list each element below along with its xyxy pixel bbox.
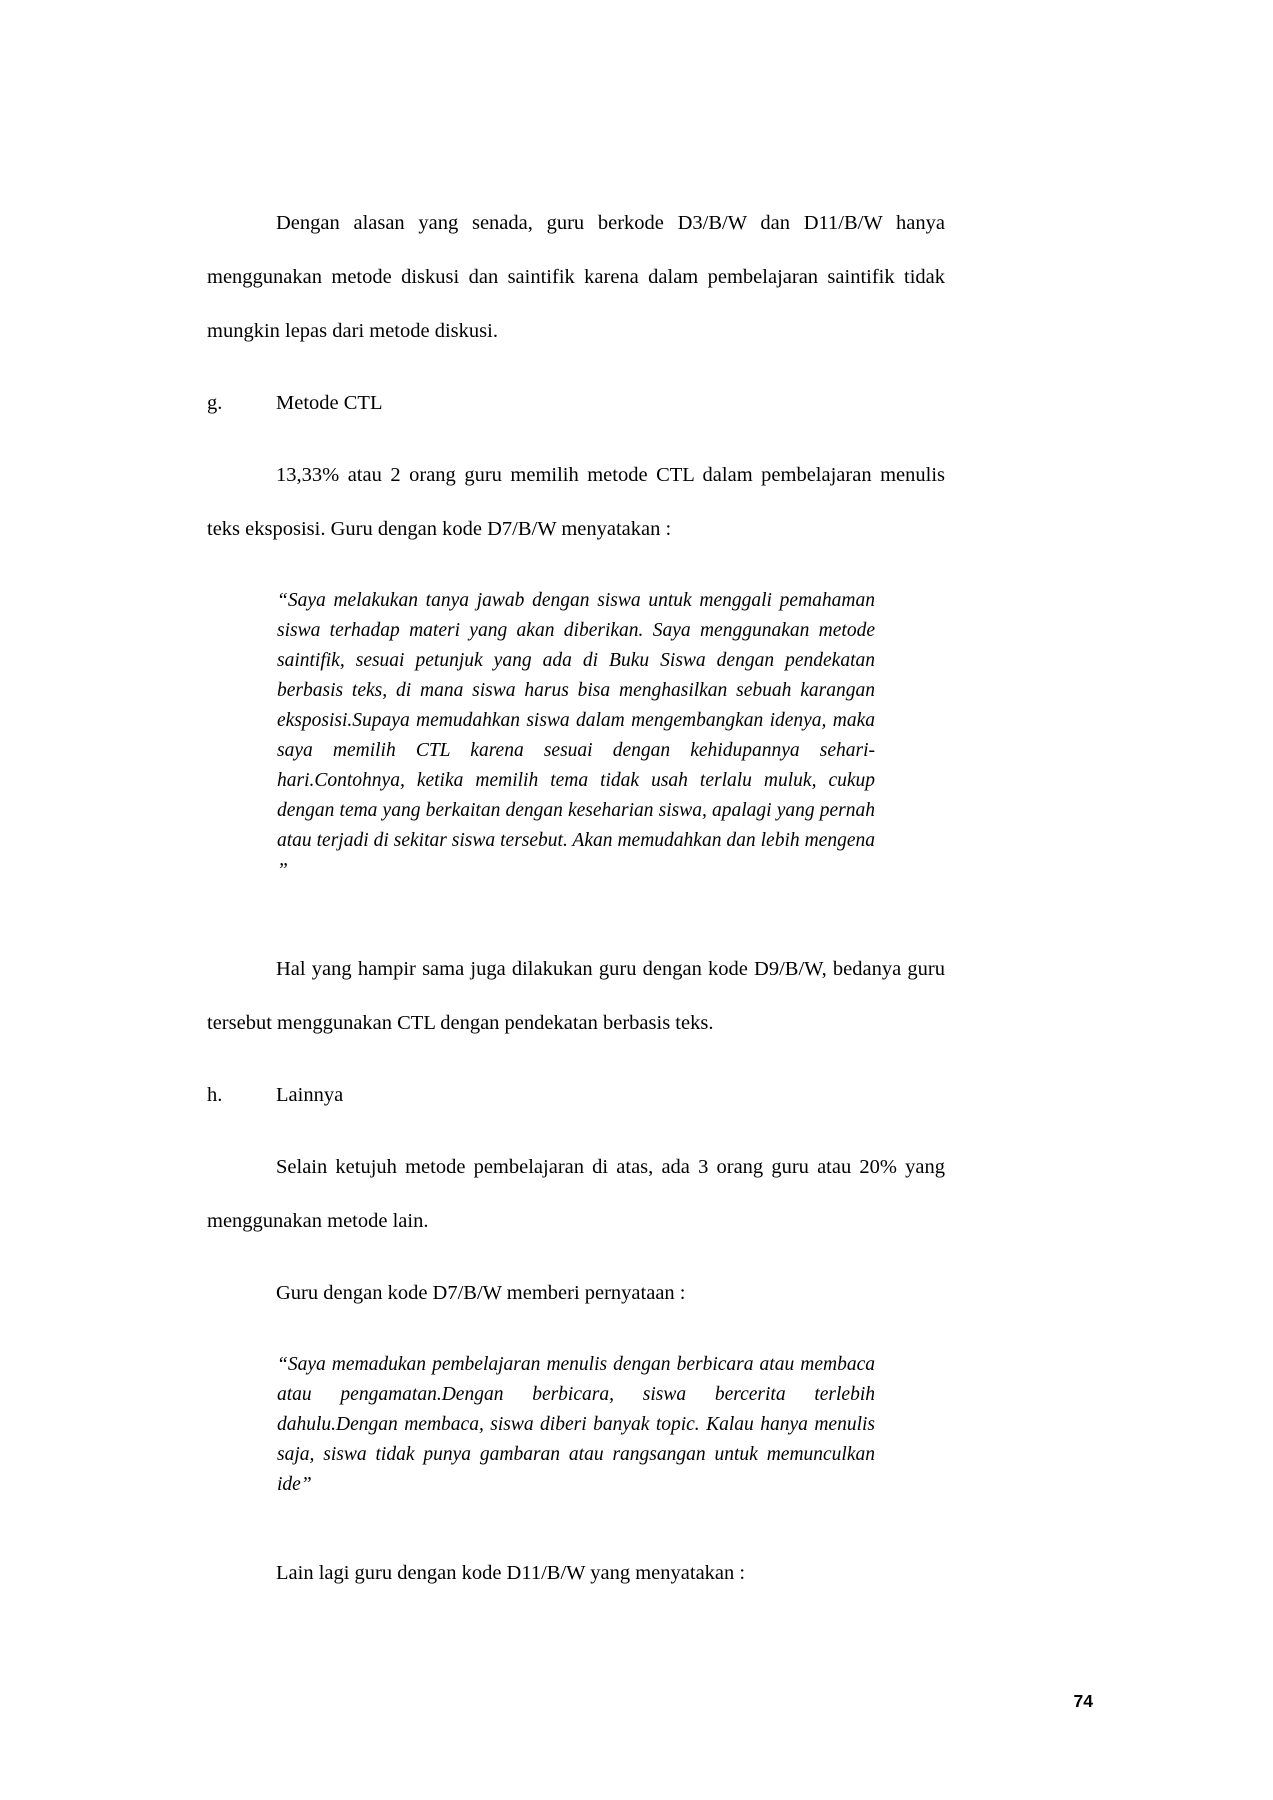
- heading-metode-ctl: [207, 376, 945, 430]
- heading-lainnya-marker: h.: [207, 1084, 223, 1106]
- quote-d7-lainnya: “Saya memadukan pembelajaran menulis dengan berbicara atau membaca atau pengamatan.Dengan berbicara, siswa bercerita terlebih dahulu.Dengan membaca, siswa diberi banyak topic. Kalau hanya menulis saja, siswa tidak punya gambaran atau rangsangan untuk memunculkan ide”: [277, 1354, 875, 1495]
- spacer: [207, 556, 945, 586]
- paragraph-intro-d7-pernyataan: Guru dengan kode D7/B/W memberi pernyataan :: [276, 1282, 686, 1304]
- spacer: [207, 1122, 945, 1140]
- spacer: [207, 1248, 945, 1266]
- paragraph-intro-d11-pernyataan: Lain lagi guru dengan kode D11/B/W yang menyatakan :: [276, 1562, 746, 1584]
- heading-metode-ctl-label: Metode CTL: [276, 392, 383, 414]
- spacer: [207, 1320, 945, 1350]
- spacer: [207, 1500, 945, 1546]
- heading-metode-ctl-marker: g.: [207, 392, 223, 414]
- paragraph-selain-ketujuh: Selain ketujuh metode pembelajaran di atas, ada 3 orang guru atau 20% yang menggunakan metode lain.: [207, 1156, 945, 1232]
- page-number: 74: [1073, 1691, 1093, 1711]
- quote-d7-ctl: “Saya melakukan tanya jawab dengan siswa untuk menggali pemahaman siswa terhadap materi yang akan diberikan. Saya menggunakan metode saintifik, sesuai petunjuk yang ada di Buku Siswa dengan pendekatan berbasis teks, di mana siswa harus bisa menghasilkan sebuah karangan eksposisi.Supaya memudahkan siswa dalam mengembangkan idenya, maka saya memilih CTL karena sesuai dengan kehidupannya sehari- hari.Contohnya, ketika memilih tema tidak usah terlalu muluk, cukup dengan tema yang berkaitan dengan keseharian siswa, apalagi yang pernah atau terjadi di sekitar siswa tersebut. Akan memudahkan dan lebih mengena ”: [277, 590, 875, 881]
- spacer: [207, 1050, 945, 1068]
- page-content: [207, 196, 945, 1600]
- paragraph-persentase-ctl: 13,33% atau 2 orang guru memilih metode CTL dalam pembelajaran menulis teks eksposisi. Guru dengan kode D7/B/W menyatakan :: [207, 464, 945, 540]
- heading-lainnya: [207, 1068, 945, 1122]
- paragraph-alasan-senada: Dengan alasan yang senada, guru berkode D3/B/W dan D11/B/W hanya menggunakan metode diskusi dan saintifik karena dalam pembelajaran saintifik tidak mungkin lepas dari metode diskusi.: [207, 212, 945, 342]
- spacer: [207, 430, 945, 448]
- paragraph-hal-sama-d9: Hal yang hampir sama juga dilakukan guru dengan kode D9/B/W, bedanya guru tersebut menggunakan CTL dengan pendekatan berbasis teks.: [207, 958, 945, 1034]
- spacer: [207, 886, 945, 942]
- spacer: [207, 358, 945, 376]
- heading-lainnya-label: Lainnya: [276, 1084, 344, 1106]
